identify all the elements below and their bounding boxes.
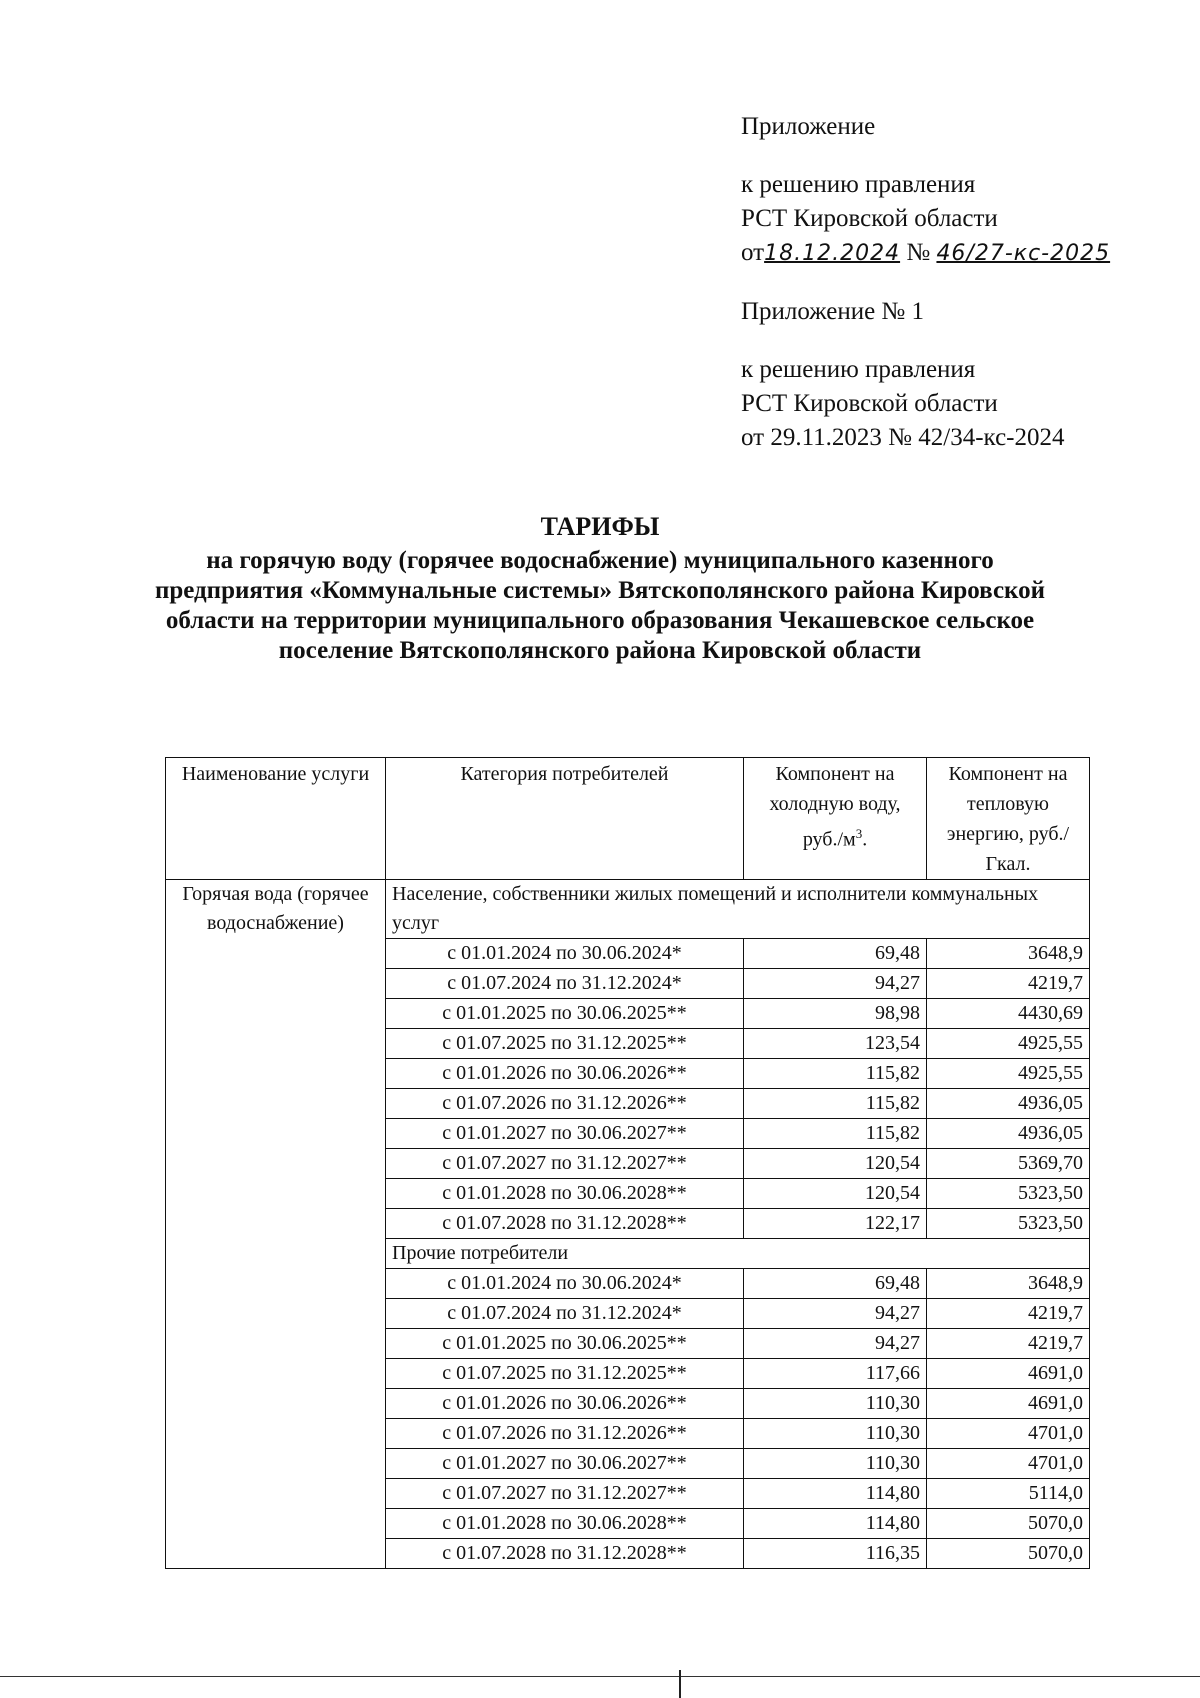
cold-water-cell: 123,54 <box>744 1029 927 1059</box>
period-cell: с 01.01.2025 по 30.06.2025** <box>386 999 744 1029</box>
cold-water-cell: 115,82 <box>744 1059 927 1089</box>
period-cell: с 01.07.2028 по 31.12.2028** <box>386 1209 744 1239</box>
cold-water-cell: 94,27 <box>744 969 927 999</box>
decision-ref-line: от 29.11.2023 № 42/34-кс-2024 <box>741 424 1065 451</box>
period-cell: с 01.01.2027 по 30.06.2027** <box>386 1449 744 1479</box>
period-cell: с 01.07.2025 по 31.12.2025** <box>386 1029 744 1059</box>
cold-water-cell: 115,82 <box>744 1089 927 1119</box>
period-cell: с 01.07.2024 по 31.12.2024* <box>386 1299 744 1329</box>
heat-cell: 4936,05 <box>927 1089 1090 1119</box>
period-cell: с 01.01.2024 по 30.06.2024* <box>386 939 744 969</box>
authority-line-2: РСТ Кировской области <box>741 390 998 417</box>
appendix-1-title: Приложение № 1 <box>741 298 925 325</box>
heat-cell: 5070,0 <box>927 1539 1090 1569</box>
cold-water-cell: 114,80 <box>744 1479 927 1509</box>
heat-cell: 4219,7 <box>927 1329 1090 1359</box>
period-cell: с 01.07.2024 по 31.12.2024* <box>386 969 744 999</box>
cold-water-cell: 69,48 <box>744 939 927 969</box>
period-cell: с 01.07.2026 по 31.12.2026** <box>386 1089 744 1119</box>
period-cell: с 01.01.2027 по 30.06.2027** <box>386 1119 744 1149</box>
table-header-row <box>166 758 1090 880</box>
document-title <box>150 512 1050 666</box>
cold-water-cell: 94,27 <box>744 1299 927 1329</box>
cold-water-cell: 120,54 <box>744 1179 927 1209</box>
heat-cell: 5323,50 <box>927 1179 1090 1209</box>
cold-water-cell: 122,17 <box>744 1209 927 1239</box>
heat-cell: 4219,7 <box>927 969 1090 999</box>
heat-cell: 4925,55 <box>927 1029 1090 1059</box>
cold-water-cell: 110,30 <box>744 1419 927 1449</box>
heat-cell: 5323,50 <box>927 1209 1090 1239</box>
heat-cell: 4691,0 <box>927 1359 1090 1389</box>
title-main: ТАРИФЫ <box>540 512 660 541</box>
heat-cell: 4925,55 <box>927 1059 1090 1089</box>
number-prefix: № <box>906 239 931 266</box>
decision-date-line <box>741 236 1110 271</box>
handwritten-number: 46/27-кс-2025 <box>936 241 1111 266</box>
category-row <box>166 880 1090 939</box>
period-cell: с 01.07.2028 по 31.12.2028** <box>386 1539 744 1569</box>
heat-cell: 4430,69 <box>927 999 1090 1029</box>
category-cell: Прочие потребители <box>386 1239 1090 1269</box>
decision-line: к решению правления <box>741 171 976 198</box>
table-body <box>166 880 1090 1569</box>
handwritten-date: 18.12.2024 <box>764 241 901 266</box>
cold-water-cell: 116,35 <box>744 1539 927 1569</box>
heat-cell: 5070,0 <box>927 1509 1090 1539</box>
heat-cell: 4219,7 <box>927 1299 1090 1329</box>
cold-water-cell: 98,98 <box>744 999 927 1029</box>
cold-water-cell: 120,54 <box>744 1149 927 1179</box>
header-service: Наименование услуги <box>166 758 386 880</box>
cold-water-cell: 69,48 <box>744 1269 927 1299</box>
header-cold-water: Компонент на холодную воду, $руб./м^3$. <box>744 758 927 880</box>
appendix-block <box>741 110 1110 455</box>
period-cell: с 01.07.2027 по 31.12.2027** <box>386 1479 744 1509</box>
period-cell: с 01.07.2025 по 31.12.2025** <box>386 1359 744 1389</box>
period-cell: с 01.01.2024 по 30.06.2024* <box>386 1269 744 1299</box>
period-cell: с 01.01.2026 по 30.06.2026** <box>386 1389 744 1419</box>
heat-cell: 4701,0 <box>927 1419 1090 1449</box>
service-name-cell: Горячая вода (горячее водоснабжение) <box>166 880 386 1569</box>
period-cell: с 01.01.2026 по 30.06.2026** <box>386 1059 744 1089</box>
period-cell: с 01.07.2026 по 31.12.2026** <box>386 1419 744 1449</box>
cold-water-cell: 110,30 <box>744 1449 927 1479</box>
tariff-table <box>165 757 1090 1569</box>
heat-cell: 4701,0 <box>927 1449 1090 1479</box>
heat-cell: 3648,9 <box>927 939 1090 969</box>
appendix-title: Приложение <box>741 113 876 140</box>
period-cell: с 01.01.2025 по 30.06.2025** <box>386 1329 744 1359</box>
cold-water-cell: 115,82 <box>744 1119 927 1149</box>
cold-water-cell: 94,27 <box>744 1329 927 1359</box>
header-heat: Компонент на тепловую энергию, руб./Гкал. <box>927 758 1090 880</box>
bottom-rule <box>0 1676 1200 1677</box>
cold-water-cell: 110,30 <box>744 1389 927 1419</box>
header-category: Категория потребителей <box>386 758 744 880</box>
period-cell: с 01.07.2027 по 31.12.2027** <box>386 1149 744 1179</box>
title-sub: на горячую воду (горячее водоснабжение) муниципального казенного предприятия «Коммунальные системы» Вятскополянского района Кировской области на территории муниципального образования Чекашевское сельское поселение Вятскополянского района Кировской области <box>154 547 1046 664</box>
from-prefix: от <box>741 239 765 266</box>
period-cell: с 01.01.2028 по 30.06.2028** <box>386 1179 744 1209</box>
heat-cell: 3648,9 <box>927 1269 1090 1299</box>
heat-cell: 5114,0 <box>927 1479 1090 1509</box>
category-cell: Население, собственники жилых помещений и исполнители коммунальных услуг <box>386 880 1090 939</box>
heat-cell: 5369,70 <box>927 1149 1090 1179</box>
cold-water-cell: 114,80 <box>744 1509 927 1539</box>
cold-water-cell: 117,66 <box>744 1359 927 1389</box>
authority-line: РСТ Кировской области <box>741 205 998 232</box>
bottom-tick <box>679 1670 681 1698</box>
heat-cell: 4691,0 <box>927 1389 1090 1419</box>
decision-line-2: к решению правления <box>741 356 976 383</box>
period-cell: с 01.01.2028 по 30.06.2028** <box>386 1509 744 1539</box>
heat-cell: 4936,05 <box>927 1119 1090 1149</box>
